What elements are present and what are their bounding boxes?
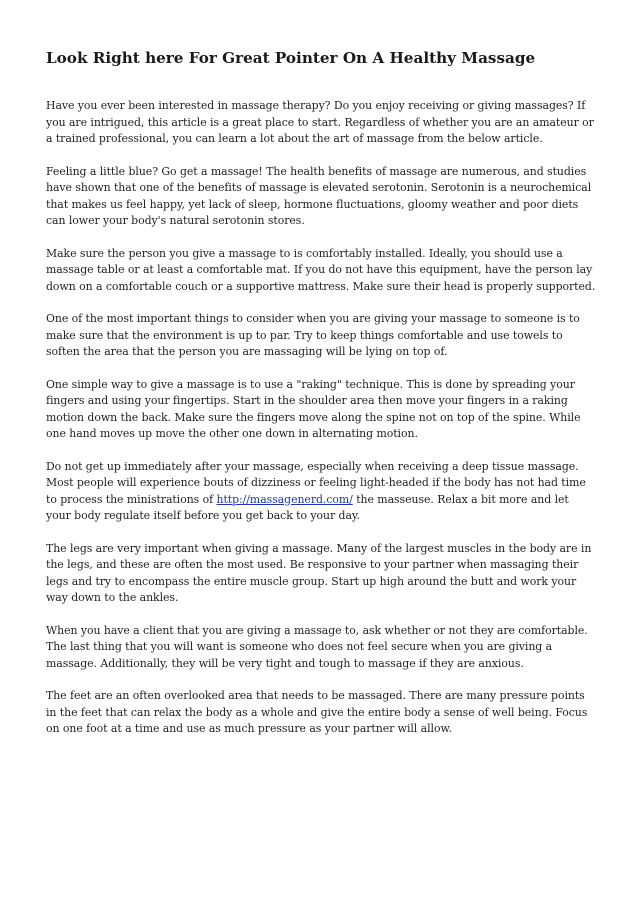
document-page [46,48,596,754]
massagenerd-link[interactable]: http://massagenerd.com/ [216,492,353,506]
paragraph-serotonin: Feeling a little blue? Go get a massage! The health benefits of massage are numerous, and studies have shown that one of the benefits of massage is elevated serotonin. Serotonin is a neurochemical that makes us feel happy, yet lack of sleep, hormone fluctuations, gloomy weather and poor diets can lower your body's natural serotonin stores. [46,164,592,227]
paragraph-client-comfort: When you have a client that you are giving a massage to, ask whether or not they are comfortable. The last thing that you will want is someone who does not feel secure when you are giving a massage. Additionally, they will be very tight and tough to massage if they are anxious. [46,623,588,670]
paragraph-feet: The feet are an often overlooked area that needs to be massaged. There are many pressure points in the feet that can relax the body as a whole and give the entire body a sense of well being. Focus on one foot at a time and use as much pressure as your partner will allow. [46,689,588,735]
paragraph-intro: Have you ever been interested in massage therapy? Do you enjoy receiving or giving massages? If you are intrigued, this article is a great place to start. Regardless of whether you are an amateur or a trained professional, you can learn a lot about the art of massage from the below article. [46,99,594,145]
paragraph-raking: One simple way to give a massage is to use a "raking" technique. This is done by spreading your fingers and using your fingertips. Start in the shoulder area then move your fingers in a raking motion down the back. Make sure the fingers move along the spine not on top of the spine. While one hand moves up move the other one down in alternating motion. [46,377,581,440]
paragraph-after-massage [46,459,596,525]
paragraph-text-after-link: the masseuse. Relax a bit more and let your body regulate itself before you get back to your day. [46,492,569,522]
paragraph-text-before-link: Do not get up immediately after your massage, especially when receiving a deep tissue massage. Most people will experience bouts of dizziness or feeling light-headed if the body has not had time to process the ministrations of [46,459,586,506]
article-title: Look Right here For Great Pointer On A Healthy Massage [46,49,536,67]
paragraph-comfort: Make sure the person you give a massage to is comfortably installed. Ideally, you should use a massage table or at least a comfortable mat. If you do not have this equipment, have the person lay down on a comfortable couch or a supportive mattress. Make sure their head is properly supported. [46,246,596,293]
paragraph-legs: The legs are very important when giving a massage. Many of the largest muscles in the body are in the legs, and these are often the most used. Be responsive to your partner when massaging their legs and try to encompass the entire muscle group. Start up high around the butt and work your way down to the ankles. [46,541,592,604]
paragraph-environment: One of the most important things to consider when you are giving your massage to someone is to make sure that the environment is up to par. Try to keep things comfortable and use towels to soften the area that the person you are massaging will be lying on top of. [46,312,580,358]
